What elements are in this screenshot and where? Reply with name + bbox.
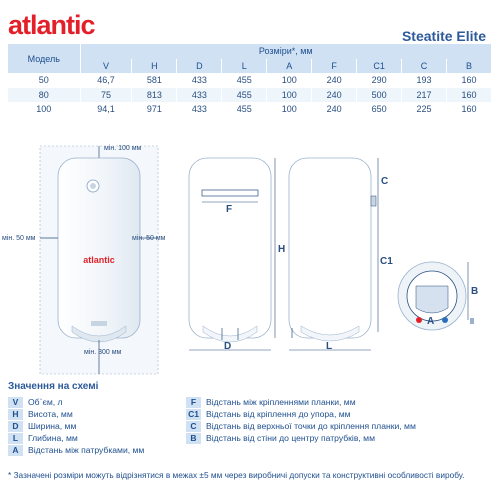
legend-key: H xyxy=(8,409,23,420)
brand-logo: atlantic xyxy=(8,10,95,40)
table-cell: 75 xyxy=(80,88,132,103)
legend-item xyxy=(8,420,76,432)
footnote: * Зазначені розміри можуть відрізнятися в межах ±5 мм через виробничі допуски та конструктивні особливості виробу. xyxy=(8,470,465,480)
legend-key: B xyxy=(186,433,201,444)
min-right-label: мін. 50 мм xyxy=(132,235,166,242)
diagram-svg xyxy=(0,128,500,378)
table-row xyxy=(8,102,492,117)
table-cell: 240 xyxy=(312,88,357,103)
mounting-bracket xyxy=(202,190,258,196)
dim-h-label: H xyxy=(278,244,286,255)
col-header: V xyxy=(80,59,132,74)
table-cell: 433 xyxy=(177,88,222,103)
col-header: C xyxy=(402,59,447,74)
legend-item xyxy=(8,396,63,408)
legend-key: F xyxy=(186,397,201,408)
table-row xyxy=(8,73,492,88)
control-knob xyxy=(91,321,107,326)
tank-outline-side xyxy=(289,158,371,338)
bracket-side xyxy=(371,196,376,206)
table-cell: 225 xyxy=(402,102,447,117)
dimension-view-front xyxy=(189,158,285,352)
table-cell: 100 xyxy=(267,102,312,117)
legend-item xyxy=(186,408,351,420)
table-cell: 100 xyxy=(267,88,312,103)
table-cell: 217 xyxy=(402,88,447,103)
legend-text: Відстань від верхньої точки до кріплення планки, мм xyxy=(206,421,416,431)
dim-c-label: C xyxy=(381,176,389,187)
dim-b-label: B xyxy=(471,286,479,297)
hot-water-outlet-icon xyxy=(416,317,422,323)
table-cell: 94,1 xyxy=(80,102,132,117)
dimension-view-side xyxy=(289,158,393,352)
legend-key: L xyxy=(8,433,23,444)
table-cell: 455 xyxy=(222,88,267,103)
legend-item xyxy=(8,432,78,444)
legend-text: Відстань між кріпленнями планки, мм xyxy=(206,397,356,407)
legend-key: A xyxy=(8,445,23,456)
col-header: C1 xyxy=(357,59,402,74)
table-cell: 455 xyxy=(222,73,267,88)
legend-text: Відстань між патрубками, мм xyxy=(28,445,145,455)
table-cell: 160 xyxy=(447,73,492,88)
legend-item xyxy=(8,444,144,456)
col-header: F xyxy=(312,59,357,74)
technical-diagram xyxy=(0,128,500,378)
table-cell: 433 xyxy=(177,73,222,88)
dim-d-label: D xyxy=(224,341,232,352)
legend-key: C xyxy=(186,421,201,432)
table-cell: 971 xyxy=(132,102,177,117)
min-left-label: мін. 50 мм xyxy=(2,235,36,242)
tank-outline-front xyxy=(189,158,271,338)
legend-item xyxy=(186,432,375,444)
legend-text: Відстань від стіни до центру патрубків, мм xyxy=(206,433,375,443)
table-cell: 160 xyxy=(447,88,492,103)
table-cell-model: 100 xyxy=(8,102,80,117)
table-cell: 240 xyxy=(312,73,357,88)
legend-text: Висота, мм xyxy=(28,409,73,419)
legend-key: V xyxy=(8,397,23,408)
wall-marker xyxy=(470,318,474,324)
col-header: D xyxy=(177,59,222,74)
bottom-view-cover xyxy=(416,286,448,313)
table-cell: 290 xyxy=(357,73,402,88)
legend-text: Відстань від кріплення до упора, мм xyxy=(206,409,351,419)
cold-water-inlet-icon xyxy=(442,317,448,323)
legend-item xyxy=(186,396,356,408)
front-view xyxy=(2,144,166,374)
table-cell: 650 xyxy=(357,102,402,117)
dim-l-label: L xyxy=(326,341,333,352)
table-cell: 240 xyxy=(312,102,357,117)
legend-text: Об`єм, л xyxy=(28,397,63,407)
table-cell: 46,7 xyxy=(80,73,132,88)
thermometer-dial xyxy=(90,183,96,189)
table-cell: 193 xyxy=(402,73,447,88)
legend-text: Глибина, мм xyxy=(28,433,78,443)
table-cell: 100 xyxy=(267,73,312,88)
table-cell-model: 50 xyxy=(8,73,80,88)
col-header: L xyxy=(222,59,267,74)
legend-item xyxy=(186,420,416,432)
legend-text: Ширина, мм xyxy=(28,421,77,431)
legend-key: D xyxy=(8,421,23,432)
tank-logo: atlantic xyxy=(83,255,115,265)
min-top-label: мін. 100 мм xyxy=(104,145,142,152)
col-header: B xyxy=(447,59,492,74)
table-dims-header: Розміри*, мм xyxy=(80,44,492,59)
product-model-title: Steatite Elite xyxy=(401,28,486,44)
dimensions-table xyxy=(8,44,492,117)
table-row xyxy=(8,88,492,103)
table-cell: 500 xyxy=(357,88,402,103)
table-cell-model: 80 xyxy=(8,88,80,103)
dim-c1-label: C1 xyxy=(380,256,393,267)
table-cell: 813 xyxy=(132,88,177,103)
dim-a-label: A xyxy=(427,316,435,327)
legend-item xyxy=(8,408,73,420)
table-cell: 160 xyxy=(447,102,492,117)
legend-key: C1 xyxy=(186,409,201,420)
table-model-header: Модель xyxy=(8,44,80,73)
min-bottom-label: мін. 300 мм xyxy=(84,349,122,356)
col-header: A xyxy=(267,59,312,74)
legend-title: Значення на схемі xyxy=(8,381,99,392)
table-cell: 433 xyxy=(177,102,222,117)
bottom-view xyxy=(398,262,478,330)
dim-f-label: F xyxy=(226,204,233,215)
table-cell: 581 xyxy=(132,73,177,88)
table-cell: 455 xyxy=(222,102,267,117)
col-header: H xyxy=(132,59,177,74)
